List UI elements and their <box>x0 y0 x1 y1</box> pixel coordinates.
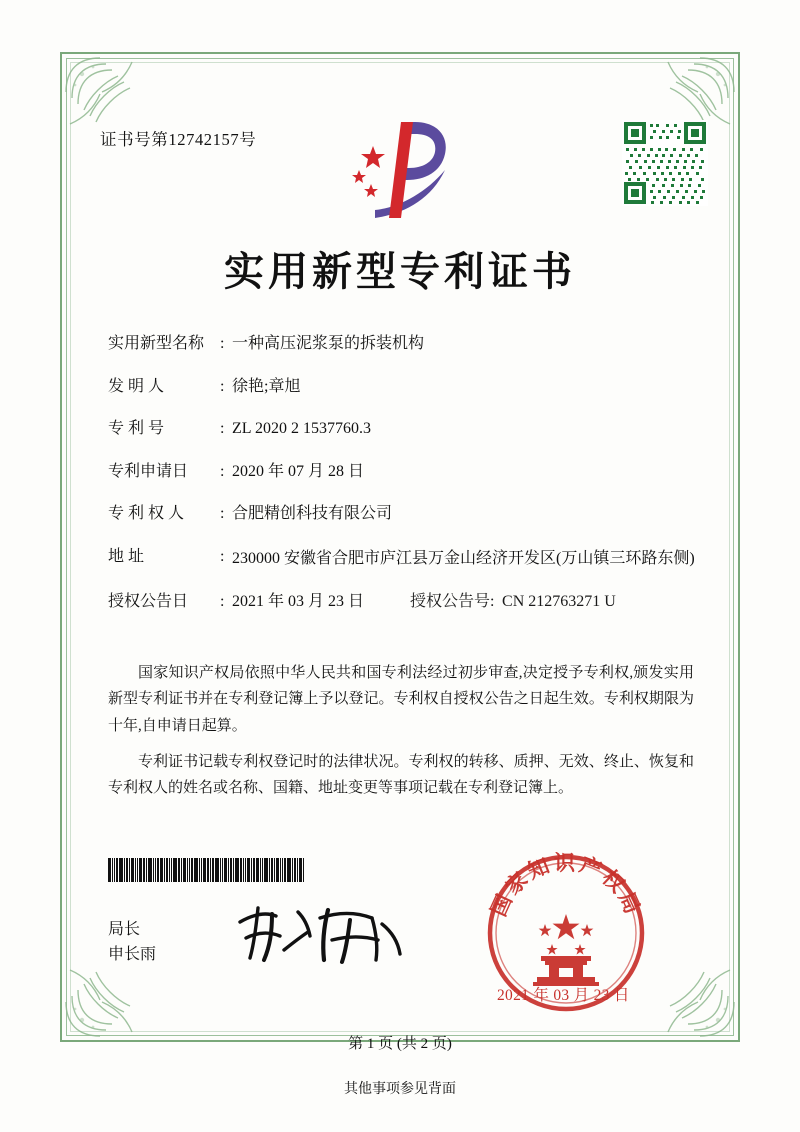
field-secondary-label: 授权公告号 <box>410 593 491 611</box>
field-colon: : <box>220 462 225 480</box>
director-role-label: 局长 <box>108 921 141 938</box>
legal-paragraph: 专利证书记载专利权登记时的法律状况。专利权的转移、质押、无效、终止、恢复和专利权人的姓名或名称、国籍、地址变更等事项记载在专利登记簿上。 <box>108 753 694 796</box>
page-number: 第 1 页 (共 2 页) <box>348 1036 452 1052</box>
field-grant-announcement <box>108 592 698 612</box>
field-patentee <box>108 504 698 524</box>
field-colon: : <box>220 593 225 611</box>
field-patent-number <box>108 419 698 439</box>
field-value: 一种高压泥浆泵的拆装机构 <box>232 335 425 352</box>
field-inventor <box>108 377 698 397</box>
field-secondary-colon: : <box>490 593 495 611</box>
field-label: 授权公告日 <box>108 593 189 611</box>
corner-ornament-icon <box>644 946 740 1042</box>
field-label: 专 利 号 <box>108 420 165 437</box>
field-colon: : <box>220 335 225 352</box>
field-label: 专 利 权 人 <box>108 505 185 522</box>
field-colon: : <box>220 547 225 565</box>
field-value: ZL 2020 2 1537760.3 <box>232 420 371 437</box>
cnipa-logo-icon <box>345 118 460 228</box>
footer-note: 其他事项参见背面 <box>344 1082 456 1097</box>
svg-text:国家知识产权局: 国家知识产权局 <box>486 852 646 920</box>
field-value: 230000 安徽省合肥市庐江县万金山经济开发区(万山镇三环路东侧) <box>232 549 695 567</box>
field-value: 2021 年 03 月 23 日 <box>232 593 365 611</box>
director-name-label: 申长雨 <box>108 945 157 963</box>
legal-text-block <box>108 660 694 811</box>
field-colon: : <box>220 505 225 522</box>
legal-paragraph: 国家知识产权局依照中华人民共和国专利法经过初步审查,决定授予专利权,颁发实用新型专利证书并在专利登记簿上予以登记。专利权自授权公告之日起生效。专利权期限为十年,自申请日起算。 <box>108 665 694 734</box>
field-value: 徐艳;章旭 <box>232 377 301 395</box>
field-colon: : <box>220 420 225 437</box>
field-address <box>108 547 698 570</box>
barcode <box>108 858 313 882</box>
certificate-fields <box>108 334 698 635</box>
field-application-date <box>108 462 698 482</box>
seal-date: 2021 年 03 月 23 日 <box>497 987 630 1004</box>
field-value: 合肥精创科技有限公司 <box>232 505 393 522</box>
certificate-number: 证书号第12742157号 <box>100 130 257 149</box>
field-label: 发 明 人 <box>108 377 165 395</box>
field-secondary-value: CN 212763271 U <box>502 593 616 611</box>
field-value: 2020 年 07 月 28 日 <box>232 462 365 480</box>
field-label: 专利申请日 <box>108 462 189 480</box>
field-colon: : <box>220 377 225 395</box>
field-label: 地 址 <box>108 547 145 565</box>
signature-block <box>108 918 156 968</box>
page-title: 实用新型专利证书 <box>224 249 576 295</box>
qr-code-icon <box>622 120 708 206</box>
handwritten-signature-icon <box>232 898 412 970</box>
field-utility-model-name <box>108 334 698 354</box>
field-label: 实用新型名称 <box>108 335 205 352</box>
